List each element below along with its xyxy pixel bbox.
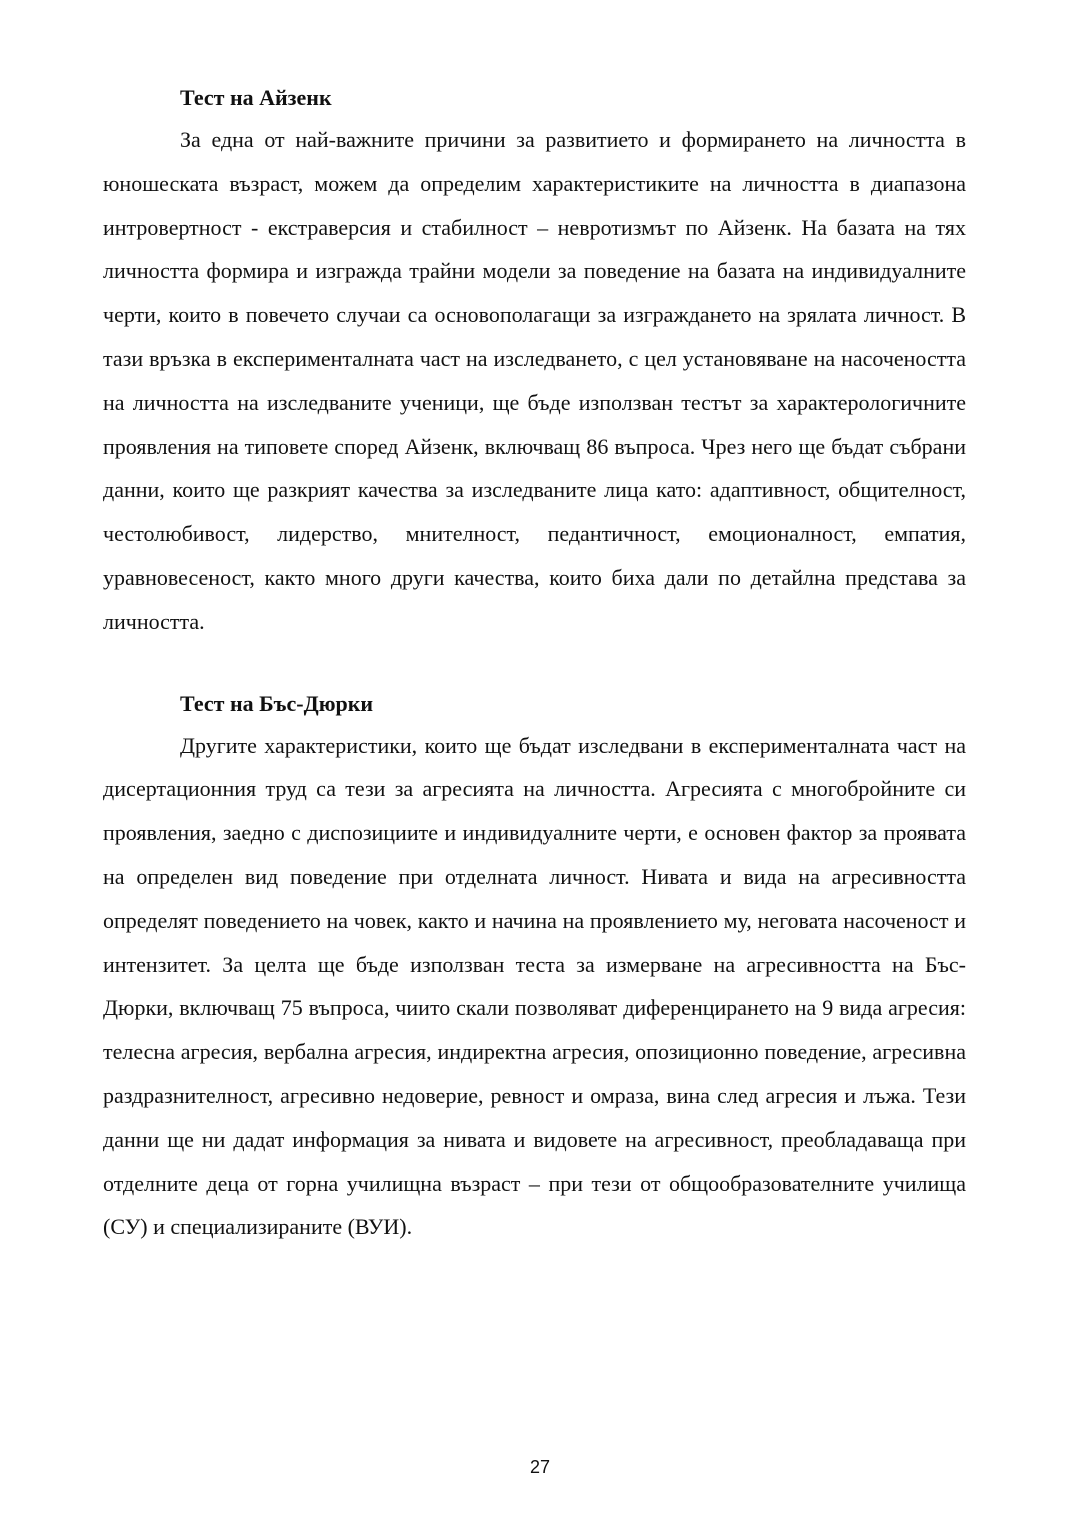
section-buss-durkee-test (103, 684, 966, 1250)
section-paragraph: За една от най-важните причини за развитието и формирането на личността в юношеската възраст, можем да определим характеристиките на личността в диапазона интровертност - екстраверсия и стабилност – невротизмът по Айзенк. На базата на тях личността формира и изгражда трайни модели за поведение на базата на индивидуалните черти, които в повечето случаи са основополагащи за изграждането на зрялата личност. В тази връзка в експерименталната част на изследването, с цел установяване на насочеността на личността на изследваните ученици, ще бъде използван тестът за характерологичните проявления на типовете според Айзенк, включващ 86 въпроса. Чрез него ще бъдат събрани данни, които ще разкрият качества за изследваните лица като: адаптивност, общителност, честолюбивост, лидерство, мнителност, педантичност, емоционалност, емпатия, уравновесеност, както много други качества, които биха дали по детайлна представа за личността. (103, 127, 966, 634)
document-page (103, 78, 966, 1249)
section-heading: Тест на Бъс-Дюрки (180, 690, 374, 716)
section-heading: Тест на Айзенк (180, 85, 332, 110)
page-number: 27 (529, 1457, 551, 1477)
section-paragraph: Другите характеристики, които ще бъдат изследвани в експерименталната част на дисертационния труд са тези за агресията на личността. Агресията с многобройните си проявления, заедно с диспозициите и индивидуалните черти, е основен фактор за проявата на определен вид поведение при отделната личност. Нивата и вида на агресивността определят поведението на човек, както и начина на проявлението му, неговата насоченост и интензитет. За целта ще бъде използван теста за измерване на агресивността на Бъс-Дюрки, включващ 75 въпроса, чиито скали позволяват диференцирането на 9 вида агресия: телесна агресия, вербална агресия, индиректна агресия, опозиционно поведение, агресивна раздразнителност, агресивно недоверие, ревност и омраза, вина след агресия и лъжа. Тези данни ще ни дадат информация за нивата и видовете на агресивност, преобладаваща при отделните деца от горна училищна възраст – при тези от общообразователните училища (СУ) и специализираните (ВУИ). (103, 732, 966, 1240)
section-spacer (103, 644, 966, 684)
section-eysenck-test (103, 78, 966, 644)
